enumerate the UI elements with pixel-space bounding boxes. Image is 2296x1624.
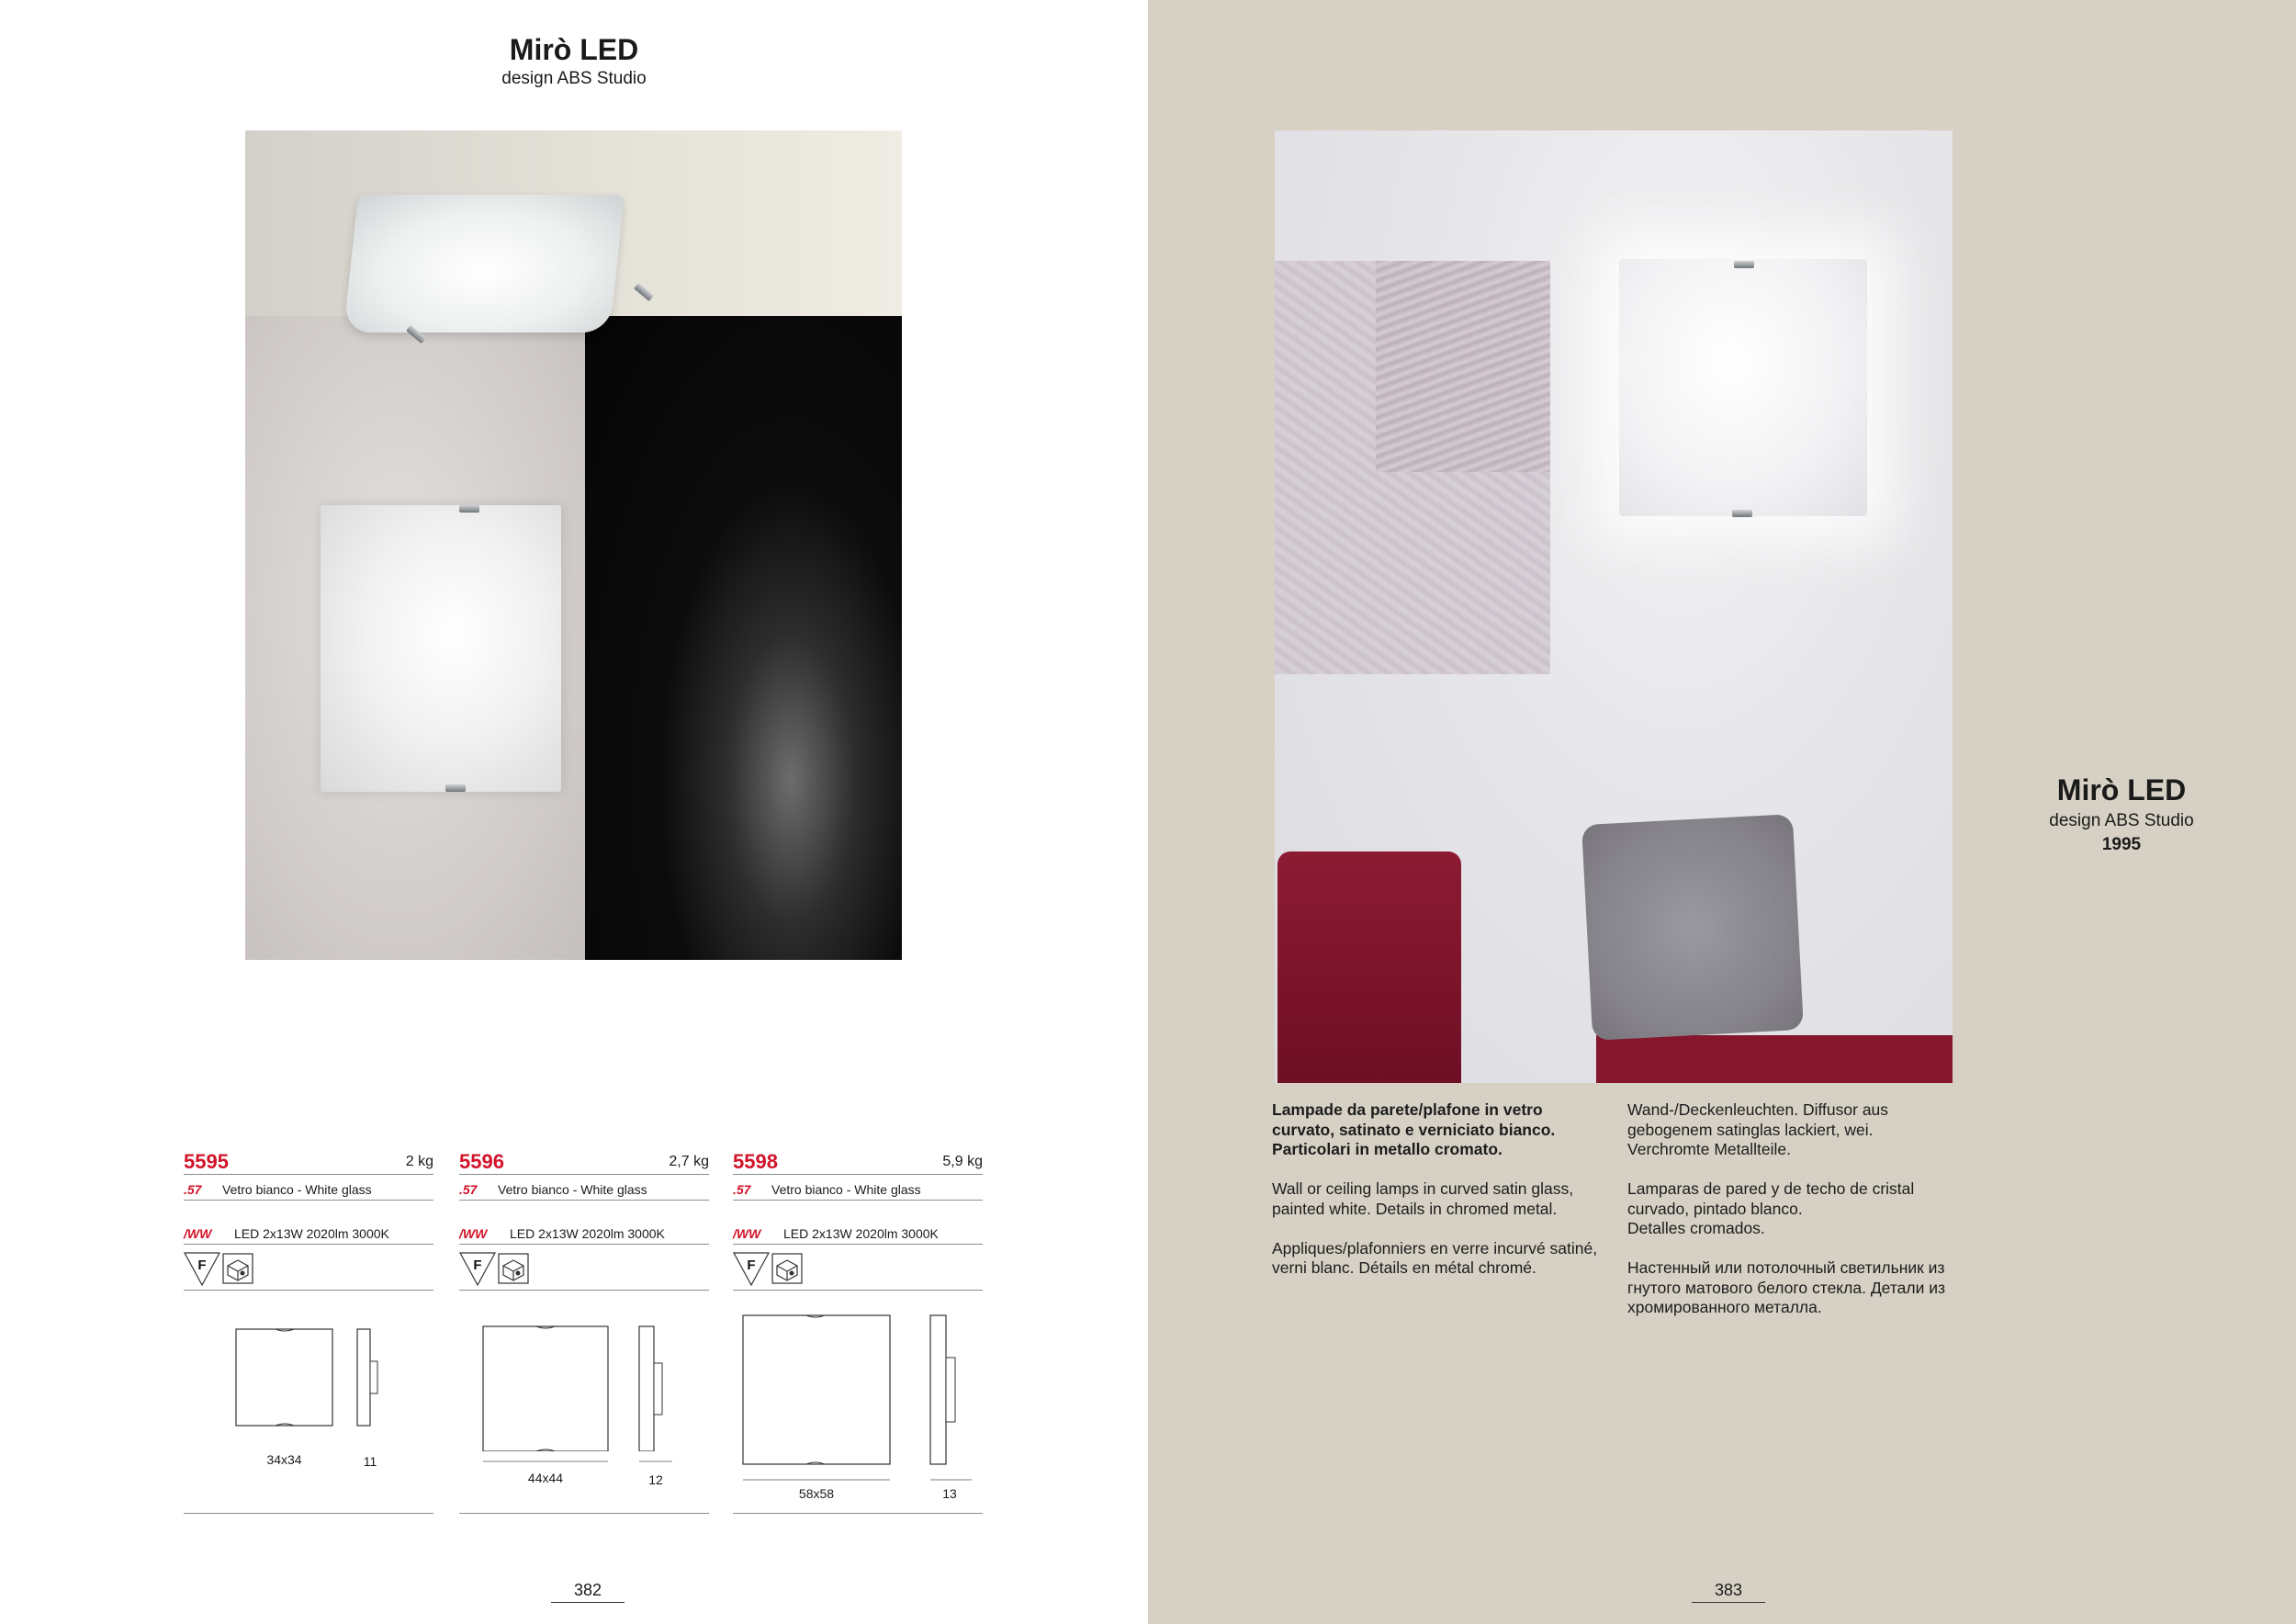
front-dimension: 58x58 — [798, 1486, 835, 1501]
grey-pillow-image — [1581, 814, 1804, 1041]
divider — [459, 1244, 709, 1245]
description-it-line: Particolari in metallo cromato. — [1272, 1140, 1503, 1158]
side-dimension: 11 — [363, 1454, 377, 1469]
install-box-icon — [222, 1253, 253, 1284]
product-card-5598 — [733, 1150, 983, 1517]
description-ru-line: Настенный или потолочный светильник из — [1627, 1258, 1945, 1277]
front-dimension: 34x34 — [266, 1452, 302, 1467]
energy-class-label: F — [747, 1257, 756, 1273]
product-code: 5595 — [184, 1150, 229, 1173]
description-fr-line: verni blanc. Détails en métal chromé. — [1272, 1258, 1536, 1277]
product-photo-interior — [1275, 130, 1953, 1083]
description-it-line: curvato, satinato e verniciato bianco. — [1272, 1120, 1556, 1139]
dimension-drawing — [459, 1323, 709, 1451]
wall-lamp-image — [1619, 259, 1867, 516]
product-code: 5596 — [459, 1150, 504, 1173]
description-de-line: Wand-/Deckenleuchten. Diffusor aus — [1627, 1100, 1889, 1119]
divider — [459, 1513, 709, 1514]
description-left-column — [1272, 1100, 1603, 1298]
ceiling-lamp-image — [343, 195, 625, 333]
ww-code: /WW — [459, 1226, 488, 1241]
product-card-5596 — [459, 1150, 709, 1517]
divider — [733, 1244, 983, 1245]
chrome-clip-icon — [1732, 510, 1752, 517]
divider — [459, 1200, 709, 1201]
artwork-texture — [1376, 261, 1550, 472]
energy-class-triangle-icon — [184, 1251, 220, 1286]
install-box-icon — [498, 1253, 529, 1284]
ww-code: /WW — [733, 1226, 761, 1241]
led-spec: LED 2x13W 2020lm 3000K — [783, 1226, 939, 1241]
dimension-lines — [733, 1477, 983, 1483]
product-card-5595 — [184, 1150, 433, 1517]
divider — [184, 1244, 433, 1245]
description-es-line: curvado, pintado blanco. — [1627, 1199, 1803, 1218]
description-right-column — [1627, 1100, 1976, 1337]
divider — [459, 1174, 709, 1175]
divider — [184, 1513, 433, 1514]
dimension-drawing — [733, 1314, 983, 1468]
page-number: 383 — [1692, 1581, 1765, 1603]
side-dimension: 13 — [942, 1486, 957, 1501]
energy-class-triangle-icon — [733, 1251, 770, 1286]
side-dimension: 12 — [648, 1472, 663, 1487]
led-spec: LED 2x13W 2020lm 3000K — [510, 1226, 665, 1241]
energy-class-label: F — [473, 1257, 482, 1273]
photo-dark-wall — [585, 316, 902, 960]
divider — [733, 1200, 983, 1201]
designer-subtitle: design ABS Studio — [501, 69, 647, 88]
description-es-line: Lamparas de pared y de techo de cristal — [1627, 1179, 1915, 1198]
side-designer: design ABS Studio — [2049, 811, 2194, 830]
ww-code: /WW — [184, 1226, 212, 1241]
energy-class-label: F — [197, 1257, 207, 1273]
product-weight: 2,7 kg — [669, 1154, 709, 1169]
description-de-line: gebogenem satinglas lackiert, wei. — [1627, 1120, 1874, 1139]
divider — [184, 1174, 433, 1175]
finish-code: .57 — [733, 1182, 751, 1197]
finish-code: .57 — [184, 1182, 202, 1197]
finish-code: .57 — [459, 1182, 478, 1197]
divider — [733, 1513, 983, 1514]
side-year: 1995 — [2101, 835, 2142, 854]
product-weight: 2 kg — [405, 1154, 433, 1169]
description-ru-line: хромированного металла. — [1627, 1298, 1822, 1316]
divider — [459, 1290, 709, 1291]
description-en-line: painted white. Details in chromed metal. — [1272, 1199, 1558, 1218]
description-ru-line: гнутого матового белого стекла. Детали из — [1627, 1278, 1946, 1297]
wall-lamp-image — [321, 505, 561, 792]
chrome-clip-icon — [445, 784, 466, 792]
description-fr-line: Appliques/plafonniers en verre incurvé satiné, — [1272, 1238, 1598, 1257]
divider — [733, 1290, 983, 1291]
side-title: Mirò LED — [2056, 773, 2187, 806]
dimension-lines — [459, 1459, 709, 1464]
dimension-drawing — [184, 1325, 433, 1435]
description-en-line: Wall or ceiling lamps in curved satin glass, — [1272, 1179, 1574, 1198]
product-code: 5598 — [733, 1150, 778, 1173]
chrome-clip-icon — [459, 505, 479, 513]
front-dimension: 44x44 — [527, 1471, 564, 1485]
install-box-icon — [771, 1253, 803, 1284]
divider — [184, 1200, 433, 1201]
energy-class-triangle-icon — [459, 1251, 496, 1286]
description-it-line: Lampade da parete/plafone in vetro — [1272, 1100, 1543, 1119]
finish-label: Vetro bianco - White glass — [222, 1182, 372, 1197]
led-spec: LED 2x13W 2020lm 3000K — [234, 1226, 389, 1241]
chrome-clip-icon — [1734, 261, 1754, 268]
description-de-line: Verchromte Metallteile. — [1627, 1140, 1791, 1158]
finish-label: Vetro bianco - White glass — [771, 1182, 921, 1197]
description-es-line: Detalles cromados. — [1627, 1219, 1765, 1237]
divider — [184, 1290, 433, 1291]
product-photo-ceiling-and-wall — [245, 130, 902, 960]
page-title: Mirò LED — [509, 33, 639, 66]
red-chair-seat — [1596, 1035, 1953, 1083]
product-weight: 5,9 kg — [942, 1154, 983, 1169]
red-chair-image — [1277, 851, 1461, 1083]
divider — [733, 1174, 983, 1175]
page-number: 382 — [551, 1581, 625, 1603]
finish-label: Vetro bianco - White glass — [498, 1182, 647, 1197]
